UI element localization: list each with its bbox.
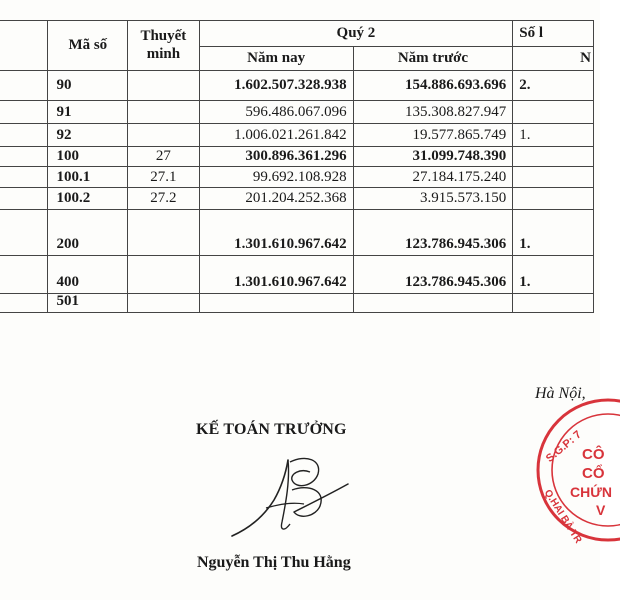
previous-year-cell: 31.099.748.390 [353,147,513,167]
stamp-line-1: CÔ [582,446,605,463]
current-year-cell: 201.204.252.368 [199,188,353,210]
label-cell [0,147,48,167]
label-cell [0,124,48,147]
quarter-header: Quý 2 [199,21,513,47]
table-row [0,124,594,147]
previous-year-cell [353,294,513,313]
previous-year-cell: 3.915.573.150 [353,188,513,210]
accumulated-cell-partial: 1. [513,124,594,147]
ma-so-cell: 200 [48,210,128,256]
table-row [0,167,594,188]
accumulated-subheader-partial: N [513,47,594,71]
thuyet-minh-cell [128,210,199,256]
handwritten-signature [230,450,350,545]
previous-year-cell: 123.786.945.306 [353,256,513,294]
current-year-header: Năm nay [199,47,353,71]
thuyet-minh-header: Thuyết minh [128,21,199,71]
thuyet-minh-cell [128,71,199,101]
current-year-cell: 1.006.021.261.842 [199,124,353,147]
accumulated-header-partial: Số l [513,21,594,47]
ma-so-cell: 400 [48,256,128,294]
stamp-ring-text: S.G.P: 7 [543,428,584,465]
stamp-line-4: V [596,502,606,518]
label-cell [0,210,48,256]
current-year-cell: 1.301.610.967.642 [199,256,353,294]
previous-year-cell: 19.577.865.749 [353,124,513,147]
place-date-line: Hà Nội, [535,385,586,402]
thuyet-minh-cell [128,124,199,147]
chief-accountant-title: KẾ TOÁN TRƯỞNG [196,421,347,438]
label-cell [0,71,48,101]
ma-so-cell: 100 [48,147,128,167]
label-cell [0,294,48,313]
thuyet-minh-cell: 27.2 [128,188,199,210]
accumulated-cell-partial [513,101,594,124]
ma-so-cell: 501 [48,294,128,313]
accumulated-cell-partial: 2. [513,71,594,101]
table-row [0,294,594,313]
accumulated-cell-partial [513,294,594,313]
previous-year-cell: 123.786.945.306 [353,210,513,256]
current-year-cell: 1.602.507.328.938 [199,71,353,101]
chief-accountant-name: Nguyễn Thị Thu Hằng [197,554,351,571]
label-cell [0,101,48,124]
previous-year-cell: 135.308.827.947 [353,101,513,124]
table-row [0,101,594,124]
stamp-line-3: CHỨN [570,484,612,500]
stamp-ring-bottom: Q.HAI BÀ TR [541,487,584,546]
accumulated-cell-partial: 1. [513,256,594,294]
accumulated-cell-partial: 1. [513,210,594,256]
previous-year-cell: 154.886.693.696 [353,71,513,101]
table-row [0,71,594,101]
current-year-cell [199,294,353,313]
table-row [0,188,594,210]
table-header-row [0,21,594,47]
ma-so-cell: 100.2 [48,188,128,210]
income-statement-table [0,20,594,313]
ma-so-cell: 100.1 [48,167,128,188]
ma-so-cell: 91 [48,101,128,124]
label-cell [0,167,48,188]
table-row [0,256,594,294]
current-year-cell: 99.692.108.928 [199,167,353,188]
thuyet-minh-cell [128,101,199,124]
company-seal-stamp [530,395,620,545]
accumulated-cell-partial [513,147,594,167]
previous-year-cell: 27.184.175.240 [353,167,513,188]
table-row [0,147,594,167]
thuyet-minh-cell: 27 [128,147,199,167]
thuyet-minh-cell: 27.1 [128,167,199,188]
thuyet-minh-cell [128,294,199,313]
stamp-line-2: CỔ [582,465,605,482]
previous-year-header: Năm trước [353,47,513,71]
label-column-header [0,21,48,71]
accumulated-cell-partial [513,188,594,210]
label-cell [0,256,48,294]
table-row [0,210,594,256]
ma-so-cell: 90 [48,71,128,101]
current-year-cell: 300.896.361.296 [199,147,353,167]
label-cell [0,188,48,210]
thuyet-minh-cell [128,256,199,294]
current-year-cell: 1.301.610.967.642 [199,210,353,256]
ma-so-header: Mã số [48,21,128,71]
current-year-cell: 596.486.067.096 [199,101,353,124]
ma-so-cell: 92 [48,124,128,147]
accumulated-cell-partial [513,167,594,188]
